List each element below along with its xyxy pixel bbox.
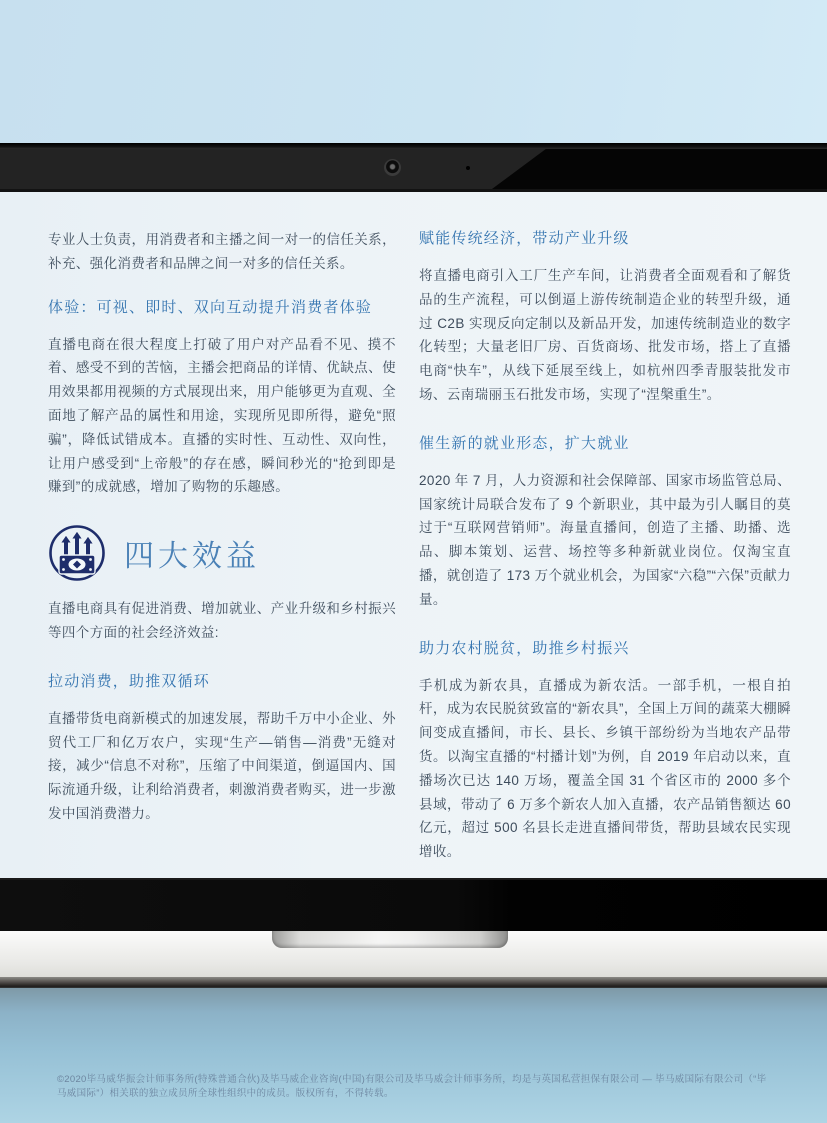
- employment-paragraph: 2020 年 7 月，人力资源和社会保障部、国家市场监管总局、国家统计局联合发布了 9 个新职业，其中最为引人瞩目的莫过于“互联网营销师”。海量直播间，创造了主播、助播、选品、脚本策划、运营、场控等多种新就业岗位。仅淘宝直播，就创造了 173 万个就业机会，为国家“六稳”“六保”贡献力量。: [419, 472, 791, 607]
- right-column: [419, 228, 791, 878]
- laptop-screen: [0, 192, 827, 878]
- microphone-dot-icon: [466, 166, 470, 170]
- bezel-reflection: [0, 149, 827, 192]
- consumption-paragraph: 直播带货电商新模式的加速发展，帮助千万中小企业、外贸代工厂和亿万农户，实现“生产—销售—消费”无缝对接，减少“信息不对称”，压缩了中间渠道，倒逼国内、国际流通升级，让利给消费者，刺激消费者购买，进一步激发中国消费潜力。: [48, 710, 396, 821]
- webcam-icon: [384, 159, 401, 176]
- benefits-section-header: [48, 524, 396, 582]
- laptop-base-edge: [0, 977, 827, 988]
- background-sky-bottom: [0, 988, 827, 1123]
- background-sky-top: [0, 0, 827, 143]
- industry-heading: 赋能传统经济，带动产业升级: [419, 230, 630, 247]
- section-title: 四大效益: [124, 540, 260, 574]
- laptop-lid-notch: [272, 931, 508, 948]
- money-growth-icon: [48, 524, 106, 582]
- experience-heading: 体验：可视、即时、双向互动提升消费者体验: [48, 298, 373, 316]
- laptop-base: [0, 931, 827, 977]
- copyright-footer: ©2020毕马威华振会计师事务所(特殊普通合伙)及毕马威企业咨询(中国)有限公司及毕马威会计师事务所，均是与英国私营担保有限公司 — 毕马威国际有限公司（“毕马威国际”）相关联的独立成员所全球性组织中的成员。版权所有，不得转载。: [57, 1074, 767, 1099]
- intro-paragraph: 专业人士负责，用消费者和主播之间一对一的信任关系，补充、强化消费者和品牌之间一对多的信任关系。: [48, 232, 396, 271]
- consumption-heading: 拉动消费，助推双循环: [48, 672, 211, 690]
- left-column: [48, 228, 396, 878]
- rural-heading: 助力农村脱贫，助推乡村振兴: [419, 639, 630, 657]
- rural-paragraph: 手机成为新农具，直播成为新农活。一部手机，一根自拍杆，成为农民脱贫致富的“新农具”，全国上万间的蔬菜大棚瞬间变成直播间，市长、县长、乡镇干部纷纷为当地农产品带货。以淘宝直播的“村播计划”为例，自 2019 年启动以来，直播场次已达 140 万场，覆盖全国 31 个省区市的 2000 多个县域，带动了 6 万多个新农人加入直播，农产品销售额达 60 亿元，超过 500 名县长走进直播间带货，帮助县域农民实现增收。: [419, 677, 791, 860]
- laptop-top-bezel: [0, 149, 827, 192]
- laptop-bottom-bezel: [0, 878, 827, 931]
- employment-heading: 催生新的就业形态，扩大就业: [419, 434, 630, 452]
- benefits-paragraph: 直播电商具有促进消费、增加就业、产业升级和乡村振兴等四个方面的社会经济效益:: [48, 601, 396, 640]
- industry-paragraph: 将直播电商引入工厂生产车间，让消费者全面观看和了解货品的生产流程，可以倒逼上游传统制造企业的转型升级，通过 C2B 实现反向定制以及新品开发，加速传统制造业的数字化转型；大量老旧厂房、百货商场、批发市场，搭上了直播电商“快车”，从线下延展至线上，如杭州四季青服装批发市场、云南瑞丽玉石批发市场，实现了“涅槃重生”。: [419, 268, 791, 402]
- experience-paragraph: 直播电商在很大程度上打破了用户对产品看不见、摸不着、感受不到的苦恼，主播会把商品的详情、优缺点、使用效果都用视频的方式展现出来，用户能够更为直观、全面地了解产品的属性和用途，实现所见即所得，避免“照骗”，降低试错成本。直播的实时性、互动性、双向性，让用户感受到“上帝般”的存在感，瞬间秒光的“抢到即是赚到”的成就感，增加了购物的乐趣感。: [48, 336, 396, 495]
- document-page: [0, 192, 827, 878]
